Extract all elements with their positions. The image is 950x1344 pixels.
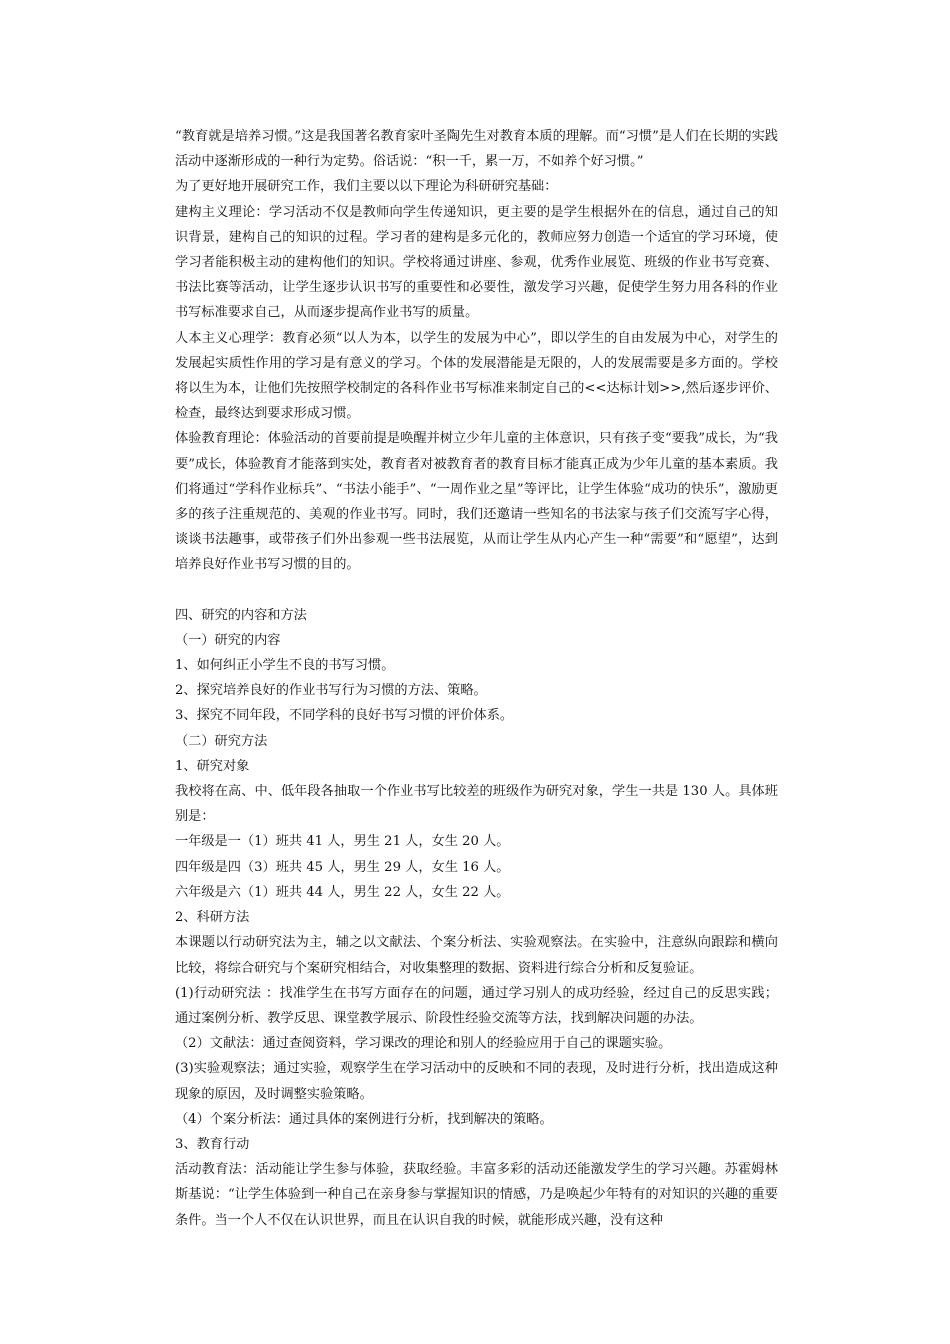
paragraph-spacer — [175, 578, 778, 603]
list-heading: 1、研究对象 — [175, 758, 250, 774]
paragraph-activity-education: 活动教育法：活动能让学生参与体验，获取经验。丰富多彩的活动还能激发学生的学习兴趣。苏霍姆林斯基说：“让学生体验到一种自己在亲身参与掌握知识的情感，乃是唤起少年特有的对知识的兴趣的重要条件。当一个人不仅在认识世界，而且在认识自我的时候，就能形成兴趣，没有这种 — [175, 1162, 778, 1228]
class-line: 四年级是四（3）班共 45 人，男生 29 人，女生 16 人。 — [175, 859, 510, 875]
list-item: 1、如何纠正小学生不良的书写习惯。 — [175, 658, 395, 674]
subsection-heading: （二）研究方法 — [175, 733, 268, 749]
document-page — [175, 124, 778, 1233]
paragraph-intro: “教育就是培养习惯。”这是我国著名教育家叶圣陶先生对教育本质的理解。而“习惯”是人们在长期的实践活动中逐渐形成的一种行为定势。俗话说：“积一千，累一万，不如养个好习惯。” — [175, 129, 778, 170]
method-item: （4）个案分析法：通过具体的案例进行分析，找到解决的策略。 — [175, 1111, 553, 1127]
method-item: (1)行动研究法 ：找准学生在书写方面存在的问题，通过学习别人的成功经验，经过自己的反思实践；通过案例分析、教学反思、课堂教学展示、阶段性经验交流等方法，找到解决问题的办法。 — [175, 985, 778, 1026]
paragraph-humanism: 人本主义心理学：教育必须“以人为本，以学生的发展为中心”，即以学生的自由发展为中心，对学生的发展起实质性作用的学习是有意义的学习。个体的发展潜能是无限的，人的发展需要是多方面的。学校将以生为本，让他们先按照学校制定的各科作业书写标准来制定自己的<<达标计划>>,然后逐步评价、检查，最终达到要求形成习惯。 — [175, 330, 778, 422]
paragraph-subjects: 我校将在高、中、低年段各抽取一个作业书写比较差的班级作为研究对象，学生一共是 130 人。具体班别是： — [175, 784, 778, 825]
list-heading: 3、教育行动 — [175, 1136, 250, 1152]
document-section-content-methods — [175, 603, 778, 1233]
paragraph-constructivism: 建构主义理论：学习活动不仅是教师向学生传递知识，更主要的是学生根据外在的信息，通过自己的知识背景，建构自己的知识的过程。学习者的建构是多元化的，教师应努力创造一个适宜的学习环境，使学习者能积极主动的建构他们的知识。学校将通过讲座、参观，优秀作业展览、班级的作业书写竞赛、书法比赛等活动，让学生逐步认识书写的重要性和必要性，激发学习兴趣，促使学生努力用各科的作业书写标准要求自己，从而逐步提高作业书写的质量。 — [175, 204, 778, 321]
method-item: (3)实验观察法；通过实验，观察学生在学习活动中的反映和不同的表现，及时进行分析，找出造成这种现象的原因，及时调整实验策略。 — [175, 1061, 778, 1102]
method-item: （2）文献法：通过查阅资料，学习课改的理论和别人的经验应用于自己的课题实验。 — [175, 1036, 672, 1052]
list-item: 3、探究不同年段，不同学科的良好书写习惯的评价体系。 — [175, 708, 514, 724]
paragraph-experience-education: 体验教育理论：体验活动的首要前提是唤醒并树立少年儿童的主体意识，只有孩子变“要我”成长，为“我要”成长，体验教育才能落到实处，教育者对被教育者的教育目标才能真正成为少年儿童的基本素质。我们将通过“学科作业标兵”、“书法小能手”、“一周作业之星”等评比，让学生体验“成功的快乐”，激励更多的孩子注重规范的、美观的作业书写。同时，我们还邀请一些知名的书法家与孩子们交流写字心得，谈谈书法趣事，或带孩子们外出参观一些书法展览，从而让学生从内心产生一种“需要”和“愿望”，达到培养良好作业书写习惯的目的。 — [175, 431, 778, 573]
section-heading: 四、研究的内容和方法 — [175, 607, 307, 623]
class-line: 六年级是六（1）班共 44 人，男生 22 人，女生 22 人。 — [175, 884, 510, 900]
paragraph-basis: 为了更好地开展研究工作，我们主要以以下理论为科研研究基础： — [175, 179, 558, 195]
subsection-heading: （一）研究的内容 — [175, 632, 281, 648]
paragraph-research-methods: 本课题以行动研究法为主，辅之以文献法、个案分析法、实验观察法。在实验中，注意纵向跟踪和横向比较，将综合研究与个案研究相结合，对收集整理的数据、资料进行综合分析和反复验证。 — [175, 935, 778, 976]
document-section-theory — [175, 124, 778, 578]
list-heading: 2、科研方法 — [175, 910, 250, 926]
class-line: 一年级是一（1）班共 41 人，男生 21 人，女生 20 人。 — [175, 834, 510, 850]
list-item: 2、探究培养良好的作业书写行为习惯的方法、策略。 — [175, 683, 487, 699]
